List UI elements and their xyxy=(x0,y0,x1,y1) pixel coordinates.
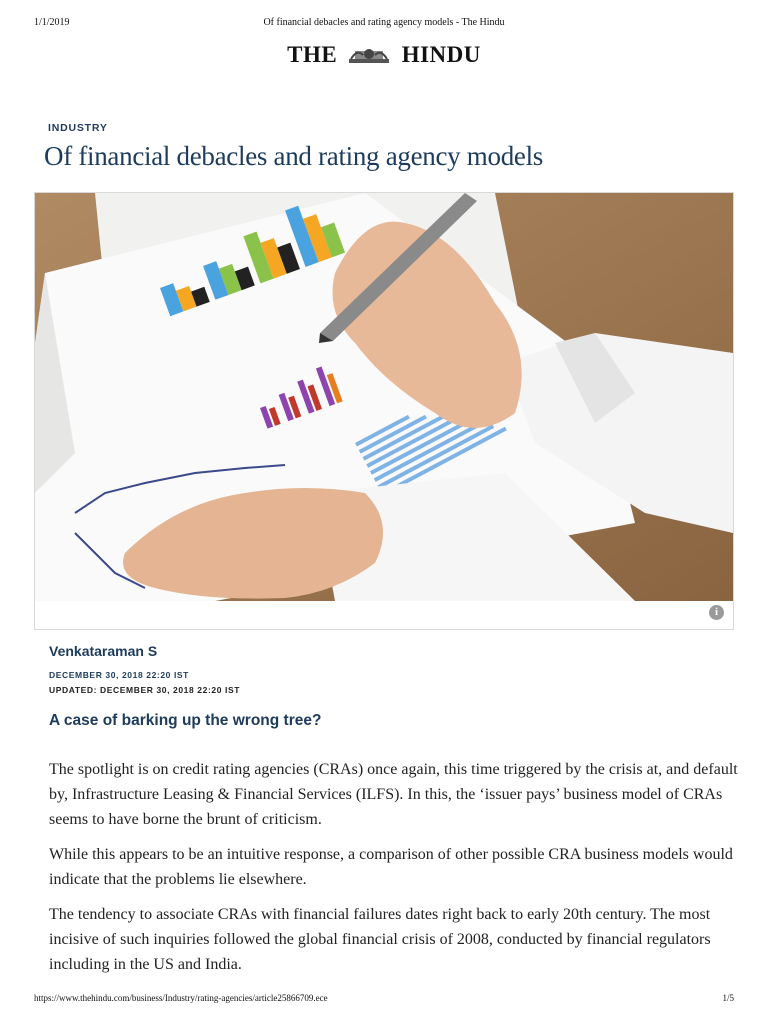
hero-image xyxy=(34,192,734,630)
body-paragraph: While this appears to be an intuitive response, a comparison of other possible CRA business models would indicate that the problems lie elsewhere. xyxy=(49,846,733,888)
print-date: 1/1/2019 xyxy=(34,17,70,28)
masthead-hindu: HINDU xyxy=(401,42,481,67)
article-standfirst: A case of barking up the wrong tree? xyxy=(49,712,322,729)
hero-photo xyxy=(35,193,733,601)
image-info-icon[interactable]: i xyxy=(709,605,724,620)
page-number: 1/5 xyxy=(722,993,734,1003)
publish-date: DECEMBER 30, 2018 22:20 IST xyxy=(49,670,189,680)
article-body xyxy=(49,757,739,987)
author-name[interactable]: Venkataraman S xyxy=(49,643,158,659)
body-paragraph: The tendency to associate CRAs with financial failures dates right back to early 20th century. The most incisive of such inquiries followed the global financial crisis of 2008, conducted by financial regulators including in the US and India. xyxy=(49,906,711,973)
section-label[interactable]: INDUSTRY xyxy=(48,122,108,134)
print-url: https://www.thehindu.com/business/Industry/rating-agencies/article25866709.ece xyxy=(34,993,328,1003)
body-paragraph: The spotlight is on credit rating agencies (CRAs) once again, this time triggered by the crisis at, and default by, Infrastructure Leasing & Financial Services (ILFS). In this, the ‘issuer pays’ business model of CRAs seems to have borne the brunt of criticism. xyxy=(49,761,738,828)
print-footer xyxy=(0,993,768,1005)
print-header xyxy=(0,17,768,31)
print-page-title: Of financial debacles and rating agency models - The Hindu xyxy=(263,17,505,28)
masthead-logo[interactable] xyxy=(0,42,768,68)
hindu-emblem-icon xyxy=(347,45,391,65)
masthead-the: THE xyxy=(287,42,338,67)
article-headline: Of financial debacles and rating agency models xyxy=(44,141,543,171)
updated-date: UPDATED: DECEMBER 30, 2018 22:20 IST xyxy=(49,685,241,695)
